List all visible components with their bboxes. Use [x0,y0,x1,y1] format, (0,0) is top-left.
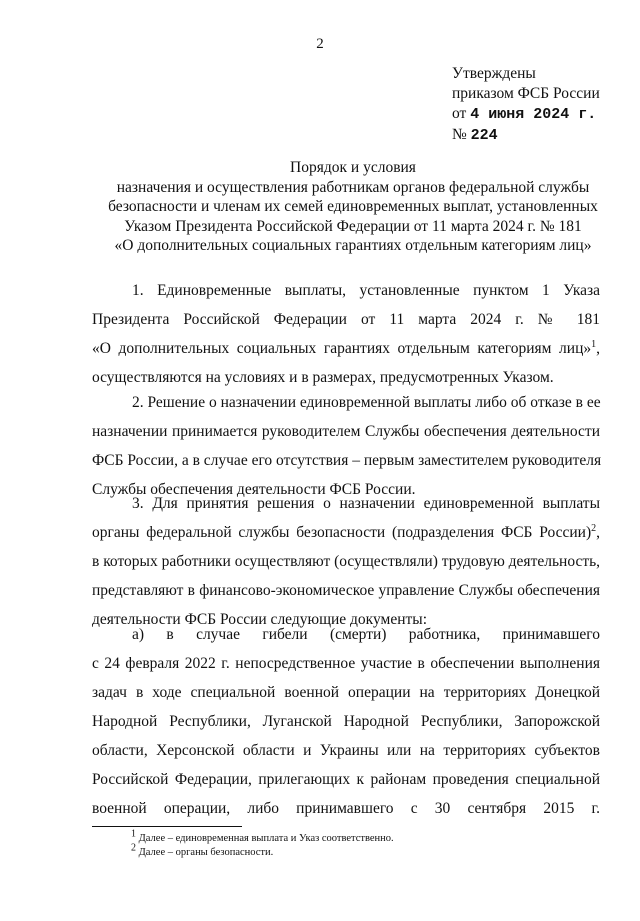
footnote-mark: 2 [131,842,136,854]
text-segment: органы федеральной службы безопасности (подразделения ФСБ России) [92,524,592,541]
text-line: «О дополнительных социальных гарантиях отдельным категориям лиц»$^1$, [92,338,600,357]
text-line: Народной Республики, Луганской Народной Республики, Запорожской [92,713,600,730]
footnote-text: Далее – органы безопасности. [138,847,274,858]
paragraph-1 [92,276,600,392]
paragraph-4 [92,620,600,823]
text-line: назначении принимается руководителем Службы обеспечения деятельности [92,423,600,440]
paragraph-3 [92,489,600,634]
footnote-mark: 1 [131,828,136,840]
approval-line-3 [452,104,600,125]
footnote-text: Далее – единовременная выплата и Указ соответственно. [138,833,394,844]
approval-line-1: Утверждены [452,65,536,82]
paragraph-2 [92,388,600,504]
page-number: 2 [316,36,324,52]
title-line: Указом Президента Российской Федерации от 11 марта 2024 г. № 181 [124,217,582,235]
approval-number: 224 [470,127,498,144]
text-segment: «О дополнительных социальных гарантиях отдельным категориям лиц» [92,340,592,357]
text-line: военной операции, либо принимавшего с 30 сентября 2015 г. [92,800,600,817]
approval-block [452,64,600,146]
text-line: 1. Единовременные выплаты, установленные пунктом 1 Указа [132,282,600,299]
title-line: «О дополнительных социальных гарантиях отдельным категориям лиц» [114,237,592,255]
title-line: безопасности и членам их семей единовременных выплат, установленных [108,198,598,216]
text-line: деятельности ФСБ России следующие документы: [92,611,428,628]
title-line: назначения и осуществления работникам органов федеральной службы [116,178,590,196]
approval-line-4 [452,125,600,146]
document-title [60,158,640,256]
text-line: 3. Для принятия решения о назначении единовременной выплаты [132,495,600,512]
footnote-2 [131,842,274,860]
approval-date-prefix: от [452,105,467,122]
footnote-separator [92,826,242,827]
text-line: а) в случае гибели (смерти) работника, принимавшего [132,626,600,643]
text-line: осуществляются на условиях и в размерах, предусмотренных Указом. [92,369,554,386]
approval-number-prefix: № [452,126,467,143]
title-line: Порядок и условия [290,159,416,176]
text-line: Службы обеспечения деятельности ФСБ России. [92,481,416,498]
text-line: задач в ходе специальной военной операции на территориях Донецкой [92,684,600,701]
text-line: 2. Решение о назначении единовременной выплаты либо об отказе в ее [132,394,601,411]
footnote-ref: 2 [591,522,597,534]
approval-date: 4 июня 2024 г. [470,106,597,123]
text-line: органы федеральной службы безопасности (подразделения ФСБ России)$^2$, [92,522,600,541]
text-line: Российской Федерации, прилегающих к районам проведения специальной [92,771,600,788]
text-line: области, Херсонской области и Украины или на территориях субъектов [92,742,600,759]
footnote-1 [131,828,394,846]
approval-line-2: приказом ФСБ России [452,85,600,102]
text-line: ФСБ России, а в случае его отсутствия – первым заместителем руководителя [92,452,602,469]
text-line: в которых работники осуществляют (осуществляли) трудовую деятельность, [92,553,601,570]
text-line: с 24 февраля 2022 г. непосредственное участие в обеспечении выполнения [92,655,600,672]
text-line: Президента Российской Федерации от 11 марта 2024 г. № 181 [92,311,600,328]
footnote-ref: 1 [591,338,597,350]
text-line: представляют в финансово-экономическое управление Службы обеспечения [92,582,600,599]
